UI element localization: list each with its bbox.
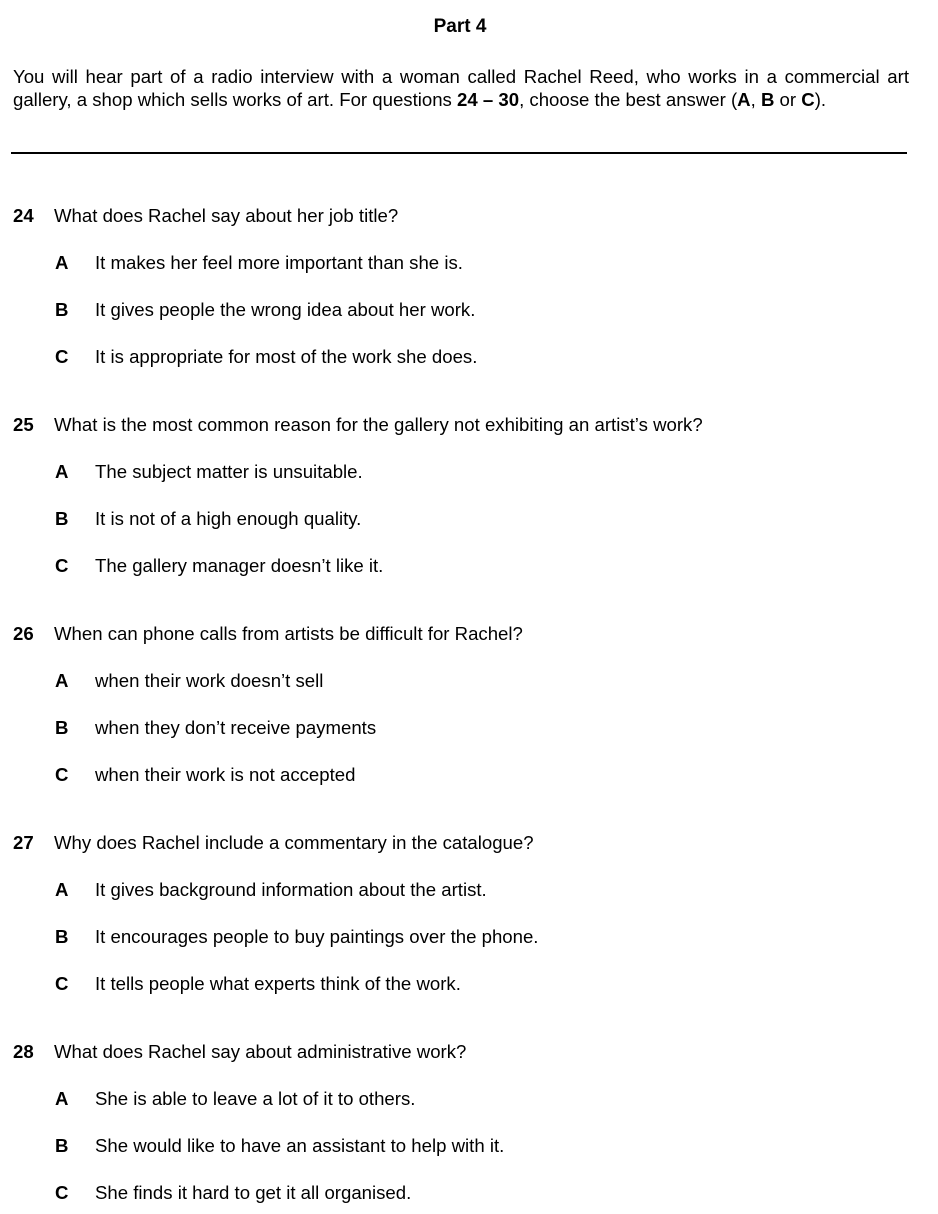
page-title: Part 4 <box>433 16 487 37</box>
option-a[interactable] <box>13 251 913 275</box>
question-27 <box>13 831 913 996</box>
option-b[interactable] <box>13 925 913 949</box>
option-letter: A <box>55 252 69 273</box>
option-text: It is appropriate for most of the work she does. <box>95 346 478 367</box>
answer-letter-a: A <box>737 89 751 110</box>
question-text: Why does Rachel include a commentary in the catalogue? <box>54 832 534 853</box>
option-b[interactable] <box>13 507 913 531</box>
option-text: It encourages people to buy paintings over the phone. <box>95 926 539 947</box>
option-c[interactable] <box>13 763 913 787</box>
option-text: when their work doesn’t sell <box>95 670 324 691</box>
option-c[interactable] <box>13 1181 913 1205</box>
option-letter: A <box>55 879 69 900</box>
instructions <box>13 65 909 111</box>
question-25 <box>13 413 913 578</box>
option-letter: B <box>55 299 69 320</box>
option-text: She is able to leave a lot of it to others. <box>95 1088 416 1109</box>
option-c[interactable] <box>13 972 913 996</box>
option-a[interactable] <box>13 460 913 484</box>
option-letter: C <box>55 764 69 785</box>
option-a[interactable] <box>13 878 913 902</box>
option-letter: B <box>55 1135 69 1156</box>
option-b[interactable] <box>13 716 913 740</box>
question-stem <box>13 831 913 855</box>
question-text: What is the most common reason for the gallery not exhibiting an artist’s work? <box>54 414 703 435</box>
instructions-text: or <box>774 89 802 110</box>
option-letter: C <box>55 346 69 367</box>
instructions-text: ). <box>814 89 827 110</box>
option-text: It gives background information about the artist. <box>95 879 487 900</box>
option-letter: A <box>55 670 69 691</box>
option-c[interactable] <box>13 554 913 578</box>
answer-letter-b: B <box>760 89 775 110</box>
option-text: It gives people the wrong idea about her work. <box>95 299 476 320</box>
option-b[interactable] <box>13 298 913 322</box>
divider-line <box>11 152 907 154</box>
question-text: When can phone calls from artists be difficult for Rachel? <box>54 623 523 644</box>
question-stem <box>13 413 913 437</box>
option-letter: B <box>55 717 69 738</box>
question-number: 25 <box>13 414 34 435</box>
option-letter: B <box>55 926 69 947</box>
question-range: 24 – 30 <box>457 89 520 110</box>
option-letter: C <box>55 1182 69 1203</box>
question-text: What does Rachel say about her job title? <box>54 205 399 226</box>
option-text: when they don’t receive payments <box>95 717 377 738</box>
option-b[interactable] <box>13 1134 913 1158</box>
option-letter: C <box>55 555 69 576</box>
option-text: The gallery manager doesn’t like it. <box>95 555 384 576</box>
option-text: It makes her feel more important than she is. <box>95 252 463 273</box>
question-number: 28 <box>13 1041 34 1062</box>
question-24 <box>13 204 913 369</box>
option-text: She finds it hard to get it all organised. <box>95 1182 412 1203</box>
option-a[interactable] <box>13 1087 913 1111</box>
instructions-text: , <box>750 89 761 110</box>
answer-letter-c: C <box>801 89 815 110</box>
option-letter: A <box>55 461 69 482</box>
option-c[interactable] <box>13 345 913 369</box>
option-letter: A <box>55 1088 69 1109</box>
question-stem <box>13 1040 913 1064</box>
instructions-text: , choose the best answer ( <box>519 89 738 110</box>
question-number: 26 <box>13 623 34 644</box>
option-text: when their work is not accepted <box>95 764 356 785</box>
option-letter: C <box>55 973 69 994</box>
option-text: The subject matter is unsuitable. <box>95 461 363 482</box>
option-a[interactable] <box>13 669 913 693</box>
instructions-text: You will hear part of a radio interview with a woman called Rachel Reed, who works in a commercial art gallery, a shop which sells works of art. For questions <box>13 66 909 110</box>
question-number: 27 <box>13 832 34 853</box>
question-26 <box>13 622 913 787</box>
option-letter: B <box>55 508 69 529</box>
option-text: It tells people what experts think of the work. <box>95 973 461 994</box>
question-number: 24 <box>13 205 34 226</box>
question-28 <box>13 1040 913 1205</box>
option-text: She would like to have an assistant to help with it. <box>95 1135 505 1156</box>
question-stem <box>13 204 913 228</box>
option-text: It is not of a high enough quality. <box>95 508 362 529</box>
question-stem <box>13 622 913 646</box>
question-text: What does Rachel say about administrative work? <box>54 1041 467 1062</box>
